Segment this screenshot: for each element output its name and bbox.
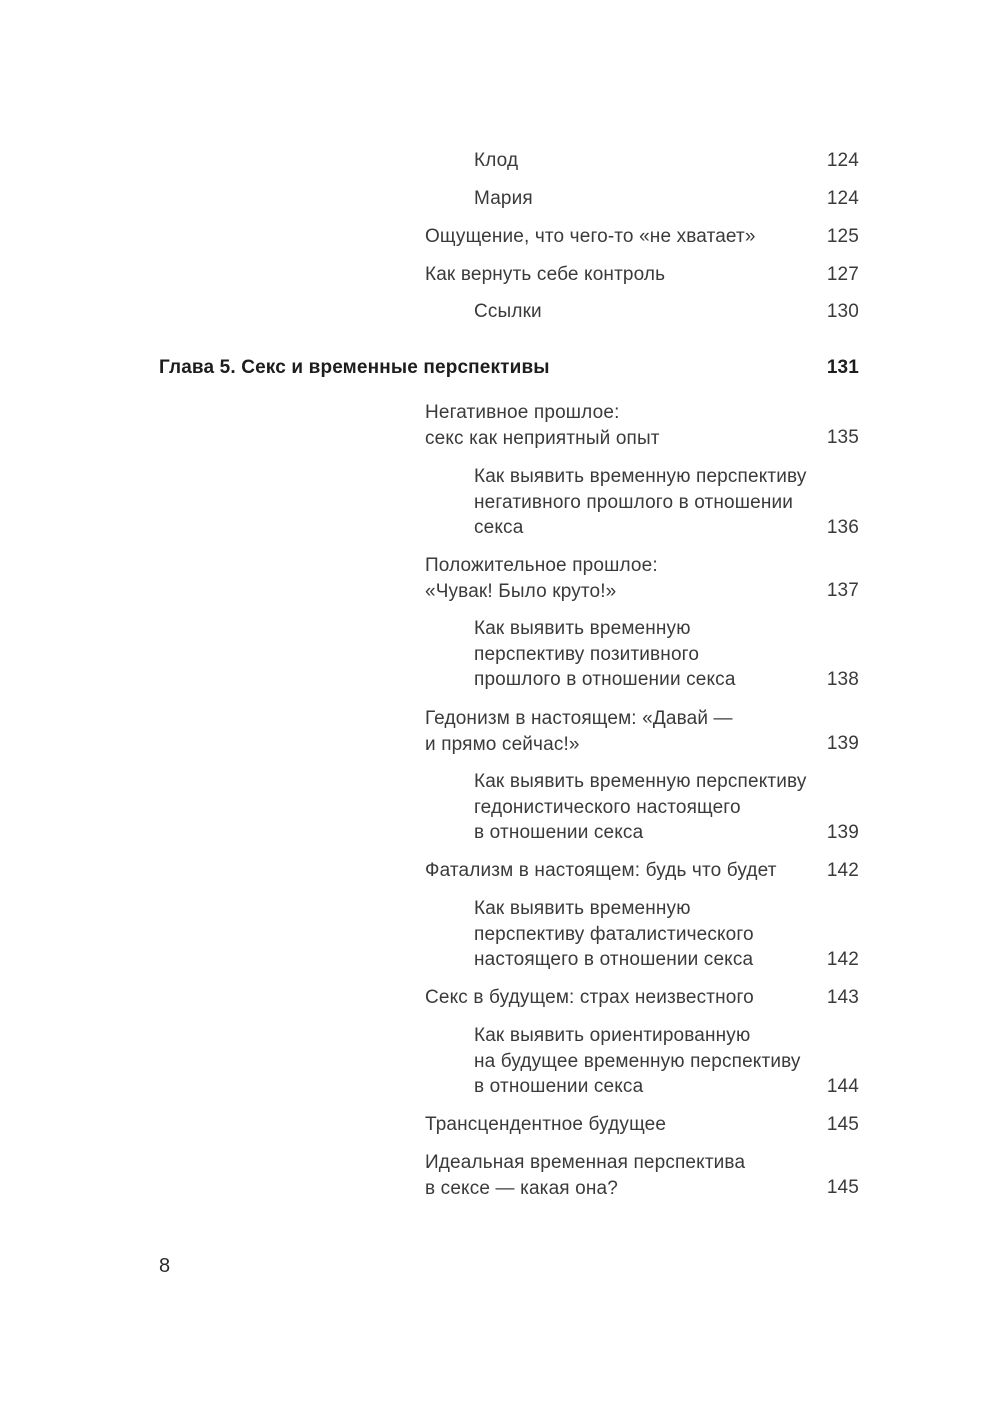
toc-entry-title: Ощущение, что чего-то «не хватает» (425, 226, 756, 247)
chapter-page: 131 (826, 357, 859, 378)
toc-entry-title: Гедонизм в настоящем: «Давай — и прямо сейчас!» (425, 708, 733, 755)
toc-entry-title: Ссылки (474, 301, 542, 322)
chapter-title: Глава 5. Секс и временные перспективы (159, 357, 550, 378)
toc-entry-page: 142 (826, 860, 859, 881)
toc-entry-page: 139 (826, 822, 859, 843)
toc-entry-page: 135 (826, 427, 859, 448)
toc-entry-page: 130 (826, 301, 859, 322)
toc-entry-title: Как выявить временную перспективу фаталистического настоящего в отношении секса (474, 898, 754, 970)
toc-entry-title: Как вернуть себе контроль (425, 264, 666, 285)
toc-entry-page: 137 (826, 580, 859, 601)
toc-entry-title: Идеальная временная перспектива в сексе — какая она? (425, 1152, 746, 1199)
toc-entry-page: 125 (826, 226, 859, 247)
toc-entry-page: 142 (826, 949, 859, 970)
toc-entry-page: 127 (826, 264, 859, 285)
toc-entry-title: Секс в будущем: страх неизвестного (425, 987, 754, 1008)
toc-entry-title: Клод (474, 150, 519, 171)
toc-entry-title: Трансцендентное будущее (425, 1114, 667, 1135)
toc-entry-page: 143 (826, 987, 859, 1008)
toc-entry-page: 144 (826, 1076, 859, 1097)
toc-entry-title: Негативное прошлое: секс как неприятный опыт (425, 402, 660, 449)
toc-entry-page: 139 (826, 733, 859, 754)
page-number: 8 (159, 1255, 171, 1277)
toc-entry-page: 145 (826, 1177, 859, 1198)
toc-entry-title: Фатализм в настоящем: будь что будет (425, 860, 777, 881)
toc-entry-title: Мария (474, 188, 533, 209)
toc-entry-title: Как выявить временную перспективу позитивного прошлого в отношении секса (474, 618, 736, 690)
toc-entry-title: Как выявить ориентированную на будущее временную перспективу в отношении секса (474, 1025, 801, 1097)
toc-entry-page: 145 (826, 1114, 859, 1135)
toc-entry-page: 124 (826, 150, 859, 171)
toc-entry-title: Как выявить временную перспективу негативного прошлого в отношении секса (474, 466, 807, 538)
toc-entry-page: 124 (826, 188, 859, 209)
toc-entry-title: Положительное прошлое: «Чувак! Было круто!» (425, 555, 658, 602)
toc-entry-page: 136 (826, 517, 859, 538)
toc-entry-title: Как выявить временную перспективу гедонистического настоящего в отношении секса (474, 771, 807, 843)
toc-entry-page: 138 (826, 669, 859, 690)
